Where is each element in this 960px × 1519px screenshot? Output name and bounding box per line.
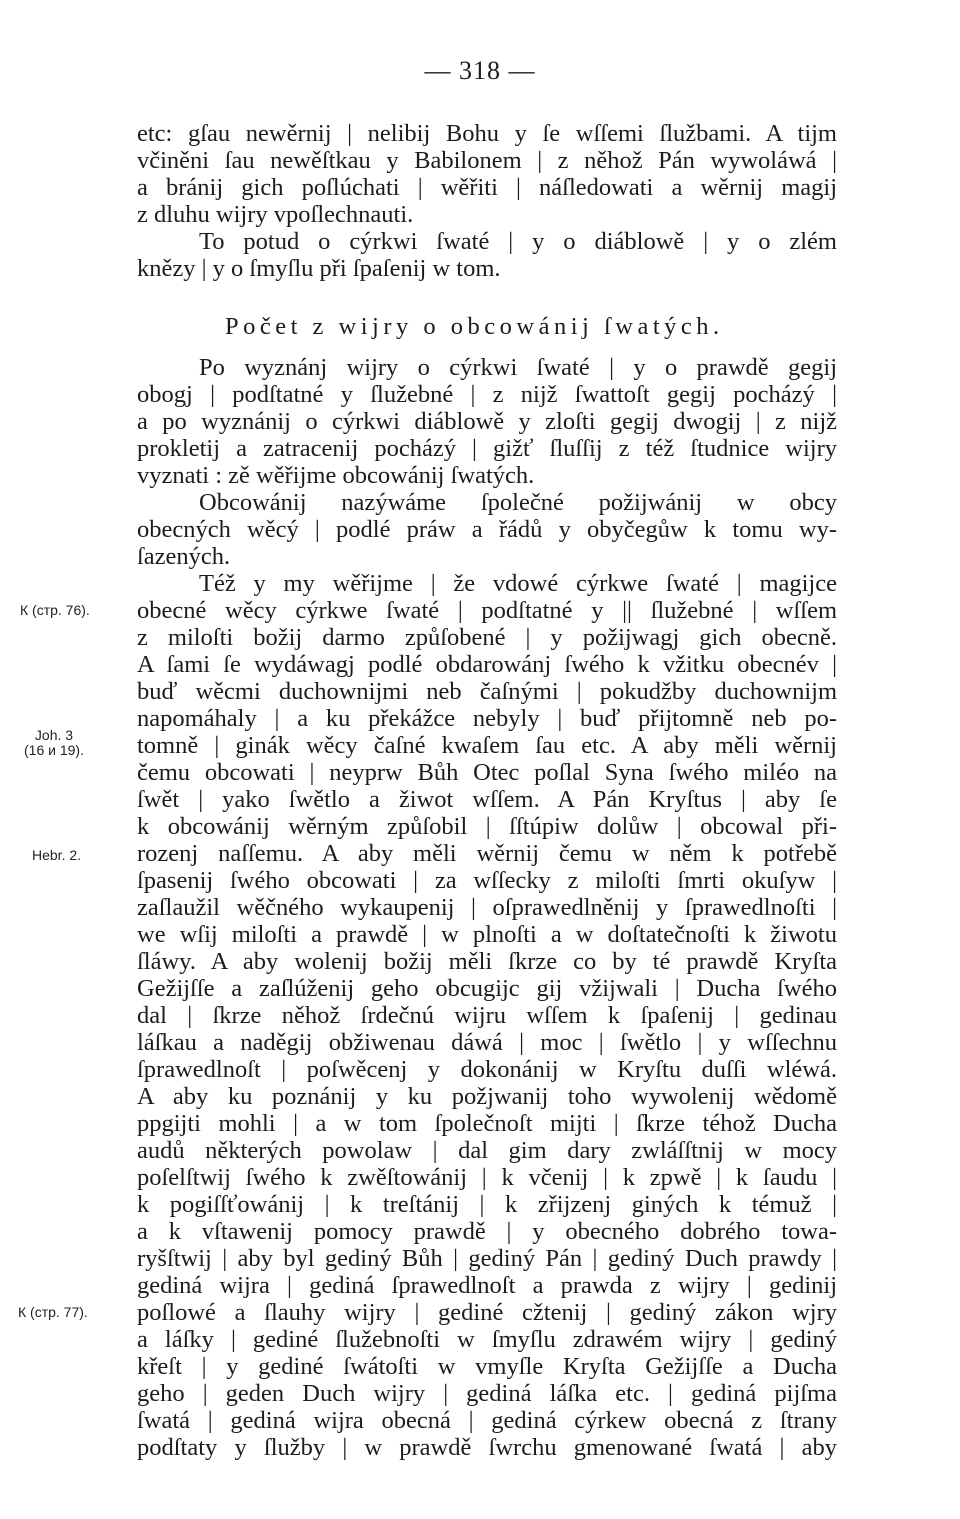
text-line: poſelſtwij ſwého k zwěſtowánij | k včenij | k zpwě | k ſaudu |	[137, 1164, 837, 1191]
text-line: a láſky | gediné ſlužebnoſti w ſmyſlu zdrawém wijry | gediný	[137, 1326, 837, 1353]
text-line: obecných wěcý | podlé práw a řádů y obyčegůw k tomu wy-	[137, 516, 837, 543]
text-line: včiněni ſau newěſtkau y Babilonem | z něhož Pán wywoláwá |	[137, 147, 837, 174]
text-line: ſláwy. A aby wolenij božij měli ſkrze co by té prawdě Kryſta	[137, 948, 837, 975]
text-line: ryšſtwij | aby byl gediný Bůh | gediný Pán | gediný Duch prawdy |	[137, 1245, 837, 1272]
text-line: obogj | podſtatné y ſlužebné | z nijž ſwattoſt gegij pocházý |	[137, 381, 837, 408]
text-line: Též y my wěřijme | že vdowé cýrkwe ſwaté | magijce	[199, 570, 837, 597]
text-line: Po wyznánj wijry o cýrkwi ſwaté | y o prawdě gegij	[199, 354, 837, 381]
text-line: a k vſtawenij pomocy prawdě | y obecného dobrého towa-	[137, 1218, 837, 1245]
text-line: křeſt | y gediné ſwátoſti w vmyſle Kryſta Gežijſſe a Ducha	[137, 1353, 837, 1380]
text-line: rozenj naſſemu. A aby měli wěrnij čemu w něm k potřebě	[137, 840, 837, 867]
text-line: čemu obcowati | neyprw Bůh Otec poſlal Syna ſwého miléo na	[137, 759, 837, 786]
text-line: To potud o cýrkwi ſwaté | y o diáblowě | y o zlém	[199, 228, 837, 255]
text-line: ppgijti mohli | a w tom ſpolečnoſt mijti | ſkrze téhož Ducha	[137, 1110, 837, 1137]
text-line: ſazených.	[137, 543, 231, 570]
text-line: ſwět | yako ſwětlo a žiwot wſſem. A Pán Kryſtus | aby ſe	[137, 786, 837, 813]
margin-note-text: К (стр. 76).	[20, 602, 90, 618]
text-line: ſpasenij ſwého obcowati | za wſſecky z miloſti ſmrti okuſyw |	[137, 867, 837, 894]
text-line: zaſlaužil wěčného wykaupenij | oſprawedlněnij y ſprawedlnoſti |	[137, 894, 837, 921]
margin-note	[18, 1305, 88, 1320]
text-line: A aby ku poznánij y ku požjwanij toho wywolenij wědomě	[137, 1083, 837, 1110]
text-line: audů některých powolaw | dal gim dary zwláſſtnij w mocy	[137, 1137, 837, 1164]
text-line: geho | geden Duch wijry | gediná láſka etc. | gediná pijſma	[137, 1380, 837, 1407]
text-line: ſprawedlnoſt | poſwěcenj y dokonánij w Kryſtu duſſi wléwá.	[137, 1056, 837, 1083]
text-line: buď wěcmi duchownijmi neb čaſnými | pokudžby duchownijm	[137, 678, 837, 705]
text-line: vyznati : zě wěřijme obcowánij ſwatých.	[137, 462, 535, 489]
text-line: podſtaty y ſlužby | w prawdě ſwrchu gmenowané ſwatá | aby	[137, 1434, 837, 1461]
text-line: a bránij gich poſlúchati | wěřiti | náſledowati a wěrnij magij	[137, 174, 837, 201]
text-line: a po wyznánij o cýrkwi diáblowě y zloſti gegij dwogij | z nijž	[137, 408, 837, 435]
text-line: z miloſti božij darmo způſobené | y požijwagj gich obecně.	[137, 624, 837, 651]
text-line: dal | ſkrze něhož ſrdečnú wijru wſſem k ſpaſenij | gedinau	[137, 1002, 837, 1029]
section-heading: Počet z wijry o obcowánij ſwatých.	[225, 313, 724, 340]
margin-note	[20, 603, 90, 618]
text-line: tomně | ginák wěcy čaſné kwaſem ſau etc. A aby měli wěrnij	[137, 732, 837, 759]
text-line: k obcowánij wěrným způſobil | ſſtúpiw dolůw | obcowal při-	[137, 813, 837, 840]
margin-note-text: К (стр. 77).	[18, 1304, 88, 1320]
margin-note	[24, 728, 84, 758]
text-line: prokletij a zatracenij pocházý | gižť ſluſſij z též ſtudnice wijry	[137, 435, 837, 462]
margin-note-text: Joh. 3	[34, 727, 74, 743]
text-line: etc: gſau newěrnij | nelibij Bohu y ſe wſſemi ſlužbami. A tijm	[137, 120, 837, 147]
text-line: Gežijſſe a zaſlúženij geho obcugijc gij vžijwali | Ducha ſwého	[137, 975, 837, 1002]
text-line: poſlowé a ſlauhy wijry | gediné cžtenij | gediný zákon wjry	[137, 1299, 837, 1326]
text-line: z dluhu wijry vpoſlechnauti.	[137, 201, 414, 228]
text-line: gediná wijra | gediná ſprawedlnoſt a prawda z wijry | gedinij	[137, 1272, 837, 1299]
margin-note	[32, 848, 81, 863]
text-line: knězy | y o ſmyſlu při ſpaſenij w tom.	[137, 255, 501, 282]
text-line: obecné wěcy cýrkwe ſwaté | podſtatné y || ſlužebné | wſſem	[137, 597, 837, 624]
page-number: — 318 —	[424, 56, 536, 85]
text-line: we wſij miloſti a prawdě | w plnoſti a w doſtatečnoſti k žiwotu	[137, 921, 837, 948]
text-line: napomáhaly | a ku překážce nebyly | buď přijtomně neb po-	[137, 705, 837, 732]
text-line: A ſami ſe wydáwagj podlé obdarowánj ſwého k vžitku obecnév |	[137, 651, 837, 678]
margin-note-text: (16 и 19).	[24, 742, 84, 758]
margin-note-text: Hebr. 2.	[32, 847, 82, 863]
text-line: k pogiſſťowánij | k treſtánij | k zřijzenj giných k témuž |	[137, 1191, 837, 1218]
text-line: ſwatá | gediná wijra obecná | gediná cýrkew obecná z ſtrany	[137, 1407, 837, 1434]
text-line: láſkau a naděgij obžiwenau dáwá | moc | ſwětlo | y wſſechnu	[137, 1029, 837, 1056]
text-line: Obcowánij nazýwáme ſpolečné požijwánij w obcy	[199, 489, 837, 516]
